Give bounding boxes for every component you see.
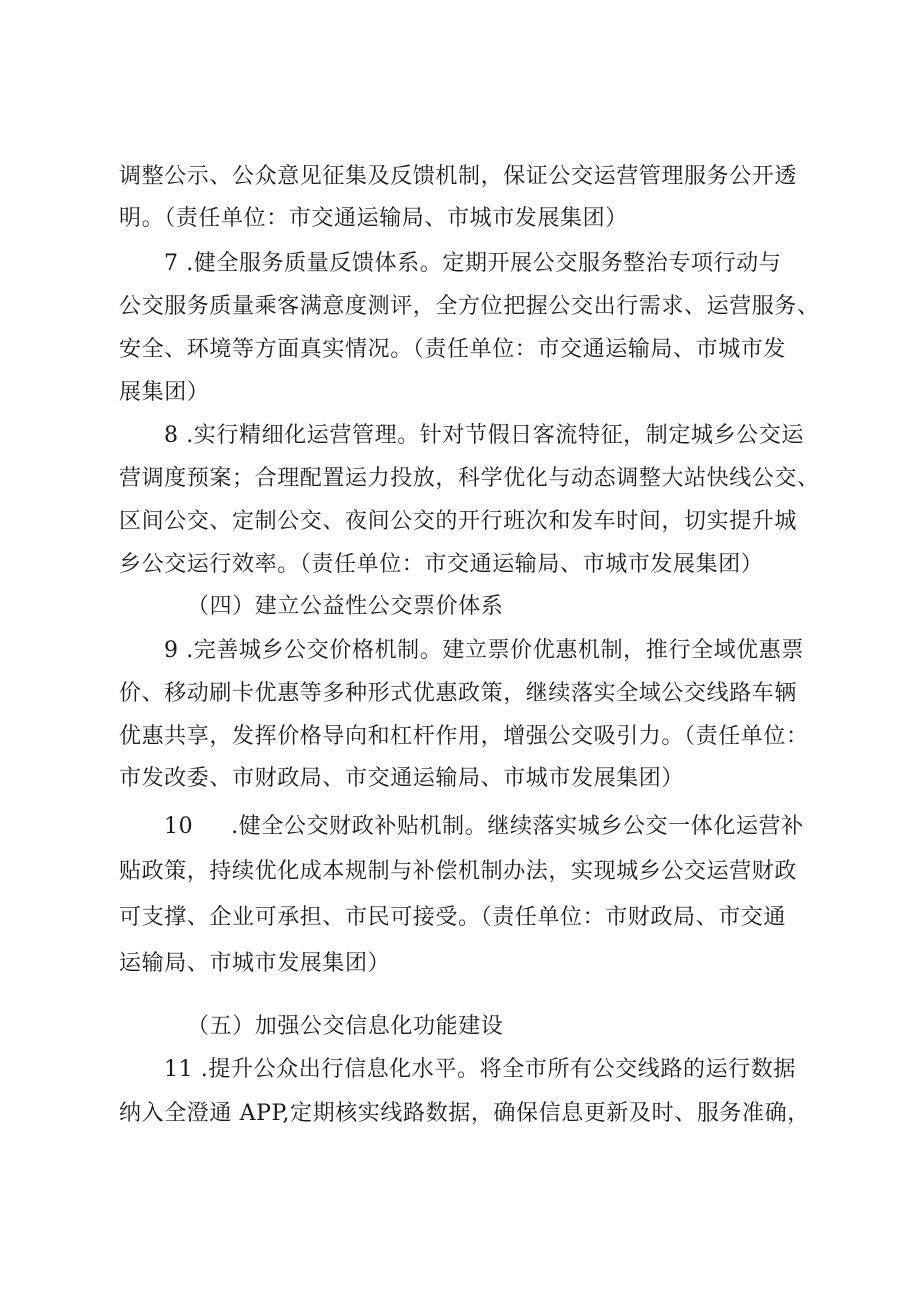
text-line: 明。（责任单位：市交通运输局、市城市发展集团） xyxy=(119,206,628,231)
text-line: 区间公交、定制公交、夜间公交的开行班次和发车时间，切实提升城 xyxy=(119,509,798,534)
text-line: 8 .实行精细化运营管理。针对节假日客流特征，制定城乡公交运 xyxy=(164,423,804,448)
text-line: 价、移动刷卡优惠等多种形式优惠政策，继续落实全域公交线路车辆 xyxy=(119,681,798,706)
text-line: 10 .健全公交财政补贴机制。继续落实城乡公交一体化运营补 xyxy=(164,814,804,839)
text-line: 纳入全澄通 APP,定期核实线路数据，确保信息更新及时、服务准确， xyxy=(119,1101,810,1126)
text-line: 运输局、市城市发展集团） xyxy=(119,951,391,976)
text-line: 贴政策，持续优化成本规制与补偿机制办法，实现城乡公交运营财政 xyxy=(119,859,798,884)
text-line: 可支撑、企业可承担、市民可接受。（责任单位：市财政局、市交通 xyxy=(119,905,787,930)
section-heading: （四）建立公益性公交票价体系 xyxy=(187,594,504,619)
text-line: 安全、环境等方面真实情况。（责任单位：市交通运输局、市城市发 xyxy=(119,337,787,362)
text-line: 公交服务质量乘客满意度测评，全方位把握公交出行需求、运营服务、 xyxy=(119,294,820,319)
text-line: 11 .提升公众出行信息化水平。将全市所有公交线路的运行数据 xyxy=(164,1057,796,1082)
text-line: 7 .健全服务质量反馈体系。定期开展公交服务整治专项行动与 xyxy=(164,251,782,276)
text-line: 优惠共享，发挥价格导向和杠杆作用，增强公交吸引力。（责任单位： xyxy=(119,724,809,749)
text-line: 展集团） xyxy=(119,380,210,405)
text-line: 营调度预案；合理配置运力投放，科学优化与动态调整大站快线公交、 xyxy=(119,466,820,491)
section-heading: （五）加强公交信息化功能建设 xyxy=(187,1014,504,1039)
text-line: 调整公示、公众意见征集及反馈机制，保证公交运营管理服务公开透 xyxy=(119,164,798,189)
text-line: 9 .完善城乡公交价格机制。建立票价优惠机制，推行全域优惠票 xyxy=(164,638,804,663)
text-line: 乡公交运行效率。（责任单位：市交通运输局、市城市发展集团） xyxy=(119,552,764,577)
text-line: 市发改委、市财政局、市交通运输局、市城市发展集团） xyxy=(119,766,685,791)
